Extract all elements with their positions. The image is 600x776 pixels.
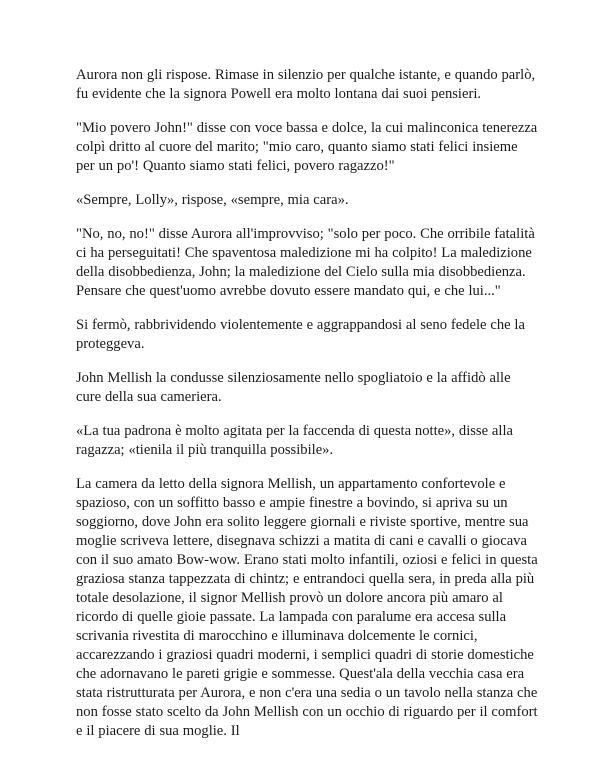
paragraph: "Mio povero John!" disse con voce bassa e dolce, la cui malinconica tenerezza colpì dritto al cuore del marito; "mio caro, quanto siamo stati felici insieme per un po'! Quanto siamo stati felici, povero ragazzo!" [76,120,538,174]
document-page [76,66,538,756]
paragraph: «La tua padrona è molto agitata per la faccenda di questa notte», disse alla ragazza; «tienila il più tranquilla possibile». [76,423,513,458]
paragraph: John Mellish la condusse silenziosamente nello spogliatoio e la affidò alle cure della sua cameriera. [76,370,511,405]
paragraph: "No, no, no!" disse Aurora all'improvviso; "solo per poco. Che orribile fatalità ci ha perseguitati! Che spaventosa maledizione mi ha colpito! La maledizione della disobbedienza, John; la maledizione del Cielo sulla mia disobbedienza. Pensare che quest'uomo avrebbe dovuto essere mandato qui, e che lui..." [76,226,535,299]
paragraph: La camera da letto della signora Mellish, un appartamento confortevole e spazioso, con un soffitto basso e ampie finestre a bovindo, si apriva su un soggiorno, dove John era solito leggere giornali e riviste sportive, mentre sua moglie scriveva lettere, disegnava schizzi a matita di cani e cavalli o giocava con il suo amato Bow-wow. Erano stati molto infantili, oziosi e felici in questa graziosa stanza tappezzata di chintz; e entrandoci quella sera, in preda alla più totale desolazione, il signor Mellish provò un dolore ancora più amaro al ricordo di quelle gioie passate. La lampada con paralume era accesa sulla scrivania rivestita di marocchino e illuminava dolcemente le cornici, accarezzando i graziosi quadri moderni, i semplici quadri di storie domestiche che adornavano le pareti grigie e sommesse. Quest'ala della vecchia casa era stata ristrutturata per Aurora, e non c'era una sedia o un tavolo nella stanza che non fosse stato scelto da John Mellish con un occhio di riguardo per il comfort e il piacere di sua moglie. Il [76,476,538,739]
paragraph: Si fermò, rabbrividendo violentemente e aggrappandosi al seno fedele che la proteggeva. [76,317,525,352]
paragraph: Aurora non gli rispose. Rimase in silenzio per qualche istante, e quando parlò, fu evidente che la signora Powell era molto lontana dai suoi pensieri. [76,67,536,102]
paragraph: «Sempre, Lolly», rispose, «sempre, mia cara». [76,192,349,208]
